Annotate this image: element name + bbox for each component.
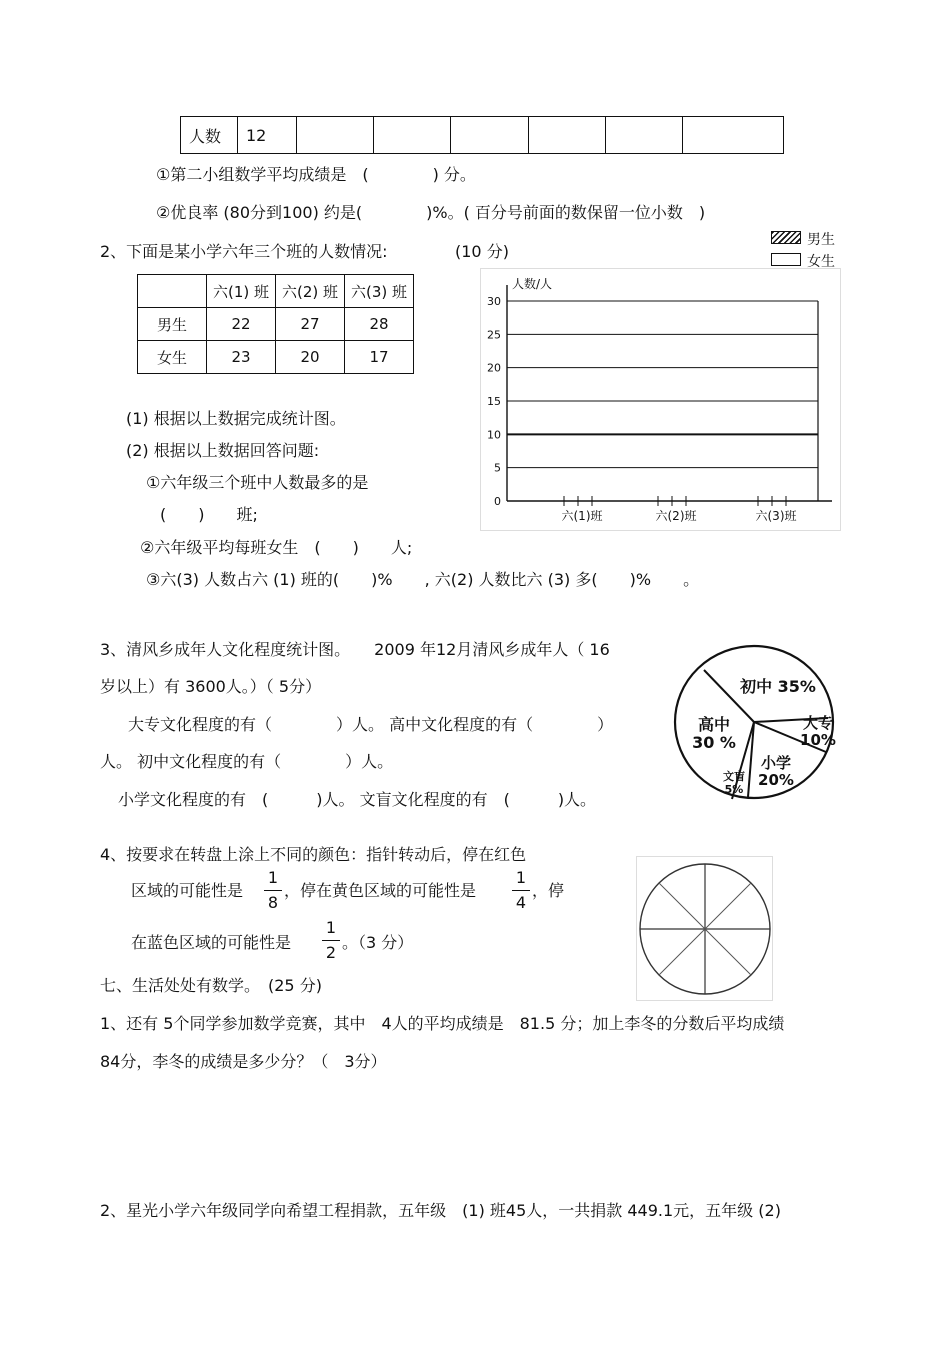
legend-girl: 女生	[807, 254, 835, 270]
section3-line3: 大专文化程度的有（ ）人。 高中文化程度的有（ ）	[128, 715, 614, 734]
section4-line2a: 区域的可能性是	[131, 881, 244, 900]
sub-question-2: (2) 根据以上数据回答问题:	[126, 441, 320, 460]
table-cell	[606, 117, 683, 154]
y-tick-label: 10	[487, 428, 501, 442]
section3-line4: 人。 初中文化程度的有（ ）人。	[100, 752, 394, 771]
table-cell: 22	[207, 308, 276, 341]
table-header-row	[138, 275, 414, 308]
section7-title: 七、生活处处有数学。 (25 分)	[100, 976, 322, 995]
denominator: 8	[267, 893, 279, 912]
numerator: 1	[325, 918, 337, 937]
table-cell: 17	[345, 341, 414, 374]
table-row	[138, 308, 414, 341]
table-cell	[529, 117, 606, 154]
table-row	[181, 117, 784, 154]
education-pie-chart	[670, 640, 840, 806]
row-label: 女生	[138, 341, 207, 374]
pie-slice-label: 大专	[802, 714, 834, 732]
section3-line5: 小学文化程度的有 ( )人。 文盲文化程度的有 ( )人。	[118, 790, 597, 809]
section2-title: 2、下面是某小学六年三个班的人数情况:	[100, 242, 388, 261]
pie-slice-value: 30 %	[692, 733, 736, 752]
denominator: 2	[325, 943, 337, 962]
table-cell: 20	[276, 341, 345, 374]
problem1-line2: 84分，李冬的成绩是多少分？（ 3分）	[100, 1052, 387, 1071]
section2-score: (10 分)	[455, 242, 509, 261]
pie-slice-value: 5%	[724, 783, 744, 796]
numerator: 1	[267, 868, 279, 887]
y-tick-label: 20	[487, 361, 501, 375]
x-tick-label: 六(2)班	[655, 509, 697, 523]
table-row	[138, 341, 414, 374]
problem2-line1: 2、星光小学六年级同学向希望工程捐款，五年级 (1) 班45人，一共捐款 449.1元，五年级 (2)	[100, 1201, 781, 1220]
question-avg-girls: ②六年级平均每班女生 ( ) 人;	[140, 538, 413, 557]
y-tick-label: 25	[487, 328, 501, 342]
header-cell: 六(2) 班	[276, 275, 345, 308]
row-label: 人数	[181, 117, 238, 154]
pie-slice-label: 小学	[760, 754, 792, 772]
table-cell	[374, 117, 451, 154]
table-cell: 28	[345, 308, 414, 341]
section3-line2: 岁以上）有 3600人。）（ 5分）	[100, 677, 322, 696]
class-bar-chart	[480, 268, 842, 532]
chart-grid	[507, 285, 832, 501]
sub-question-1: (1) 根据以上数据完成统计图。	[126, 409, 346, 428]
table-cell	[683, 117, 784, 154]
class-size-table	[137, 274, 414, 374]
answer-blank-class: ( ) 班;	[160, 505, 258, 524]
pie-slice-label: 高中	[697, 715, 731, 734]
denominator: 4	[515, 893, 527, 912]
section4-line1: 4、按要求在转盘上涂上不同的颜色：指针转动后，停在红色	[100, 845, 527, 864]
chart-legend	[767, 227, 847, 270]
pie-slice-value: 20%	[758, 771, 794, 789]
section4-line2b: ，停在黄色区域的可能性是	[284, 881, 477, 900]
section3-line1: 3、清风乡成年人文化程度统计图。 2009 年12月清风乡成年人（ 16	[100, 640, 610, 659]
table-cell	[297, 117, 374, 154]
question-percent: ③六(3) 人数占六 (1) 班的( )% , 六(2) 人数比六 (3) 多( )% 。	[146, 570, 700, 589]
fraction-yellow	[512, 868, 530, 913]
pie-slice-label: 初中 35%	[740, 677, 816, 696]
girl-swatch	[771, 253, 801, 266]
header-cell: 六(3) 班	[345, 275, 414, 308]
header-cell: 六(1) 班	[207, 275, 276, 308]
boy-swatch	[771, 231, 801, 244]
pie-slice-label: 文盲	[723, 770, 745, 783]
fraction-blue	[322, 918, 340, 963]
table-cell: 27	[276, 308, 345, 341]
table-cell	[451, 117, 529, 154]
row-label: 男生	[138, 308, 207, 341]
score-count-table	[180, 116, 784, 154]
table-cell: 23	[207, 341, 276, 374]
x-tick-label: 六(1)班	[561, 509, 603, 523]
y-ticks	[487, 295, 501, 508]
spinner-wheel	[636, 856, 774, 1002]
pie-slice-value: 10%	[800, 731, 836, 749]
question-average: ①第二小组数学平均成绩是 ( ) 分。	[156, 165, 476, 184]
y-tick-label: 0	[494, 495, 501, 508]
y-tick-label: 15	[487, 395, 501, 408]
y-axis-label: 人数/人	[512, 277, 553, 291]
header-cell	[138, 275, 207, 308]
numerator: 1	[515, 868, 527, 887]
fraction-red	[264, 868, 282, 913]
section4-line2c: ，停	[532, 881, 565, 900]
section4-line3a: 在蓝色区域的可能性是	[131, 933, 292, 952]
question-most-students: ①六年级三个班中人数最多的是	[146, 473, 369, 492]
table-cell: 12	[238, 117, 297, 154]
problem1-line1: 1、还有 5个同学参加数学竞赛，其中 4人的平均成绩是 81.5 分；加上李冬的分数后平均成绩	[100, 1014, 785, 1033]
x-labels	[562, 496, 797, 523]
x-tick-label: 六(3)班	[755, 509, 797, 523]
y-tick-label: 30	[487, 295, 501, 308]
y-tick-label: 5	[494, 461, 501, 475]
question-excellent-rate: ②优良率 (80分到100) 约是( )%。( 百分号前面的数保留一位小数 )	[156, 203, 706, 222]
legend-boy: 男生	[807, 232, 835, 248]
section4-line3b: 。（3 分）	[342, 933, 414, 952]
